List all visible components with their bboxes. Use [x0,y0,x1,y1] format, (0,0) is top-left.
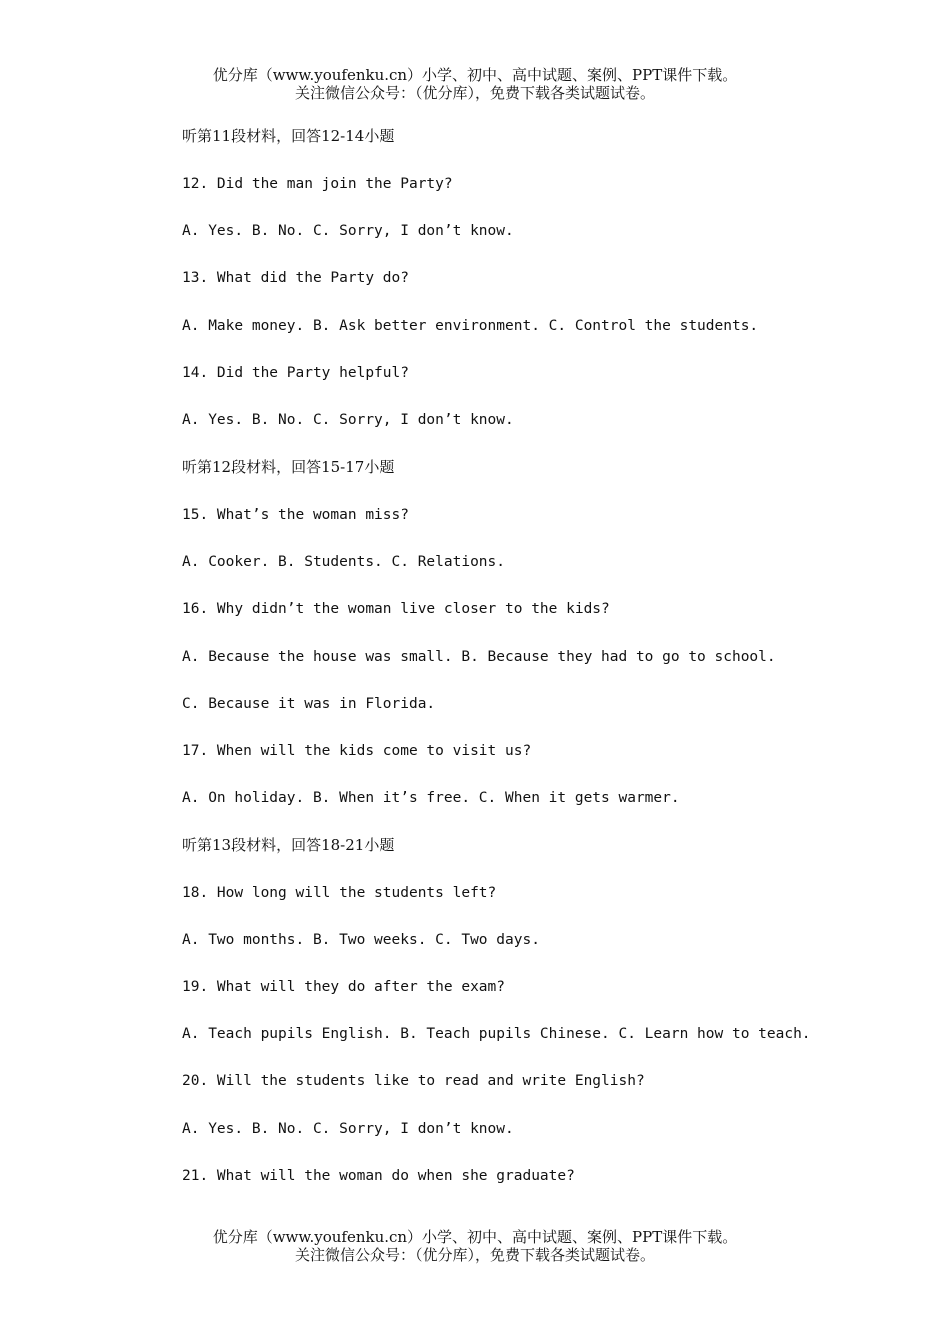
section-heading: 听第11段材料，回答12-14小题 [182,127,395,145]
question: 20. Will the students like to read and write English? [182,1073,645,1089]
section-heading: 听第12段材料，回答15-17小题 [182,458,395,476]
question: 16. Why didn’t the woman live closer to the kids? [182,601,610,617]
answer-options: C. Because it was in Florida. [182,696,436,712]
question: 14. Did the Party helpful? [182,365,409,381]
page-footer [0,1228,950,1264]
answer-options: A. Yes. B. No. C. Sorry, I don’t know. [182,223,514,239]
answer-options: A. Teach pupils English. B. Teach pupils Chinese. C. Learn how to teach. [182,1026,811,1042]
answer-options: A. Cooker. B. Students. C. Relations. [182,554,506,570]
answer-options: A. Make money. B. Ask better environment. C. Control the students. [182,318,759,334]
question: 12. Did the man join the Party? [182,176,453,192]
section-heading: 听第13段材料，回答18-21小题 [182,836,395,854]
question: 21. What will the woman do when she graduate? [182,1168,575,1184]
question: 18. How long will the students left? [182,885,497,901]
answer-options: A. On holiday. B. When it’s free. C. When it gets warmer. [182,790,680,806]
question: 19. What will they do after the exam? [182,979,506,995]
answer-options: A. Yes. B. No. C. Sorry, I don’t know. [182,412,514,428]
answer-options: A. Because the house was small. B. Because they had to go to school. [182,649,776,665]
page-header [0,66,950,102]
footer-line-1: 优分库（www.youfenku.cn）小学、初中、高中试题、案例、PPT课件下载。 [212,1228,738,1246]
question: 13. What did the Party do? [182,270,409,286]
answer-options: A. Two months. B. Two weeks. C. Two days. [182,932,540,948]
question: 15. What’s the woman miss? [182,507,409,523]
question: 17. When will the kids come to visit us? [182,743,532,759]
footer-line-2: 关注微信公众号：（优分库），免费下载各类试题试卷。 [294,1246,655,1264]
header-line-1: 优分库（www.youfenku.cn）小学、初中、高中试题、案例、PPT课件下载。 [212,66,738,84]
answer-options: A. Yes. B. No. C. Sorry, I don’t know. [182,1121,514,1137]
header-line-2: 关注微信公众号：（优分库），免费下载各类试题试卷。 [294,84,655,102]
